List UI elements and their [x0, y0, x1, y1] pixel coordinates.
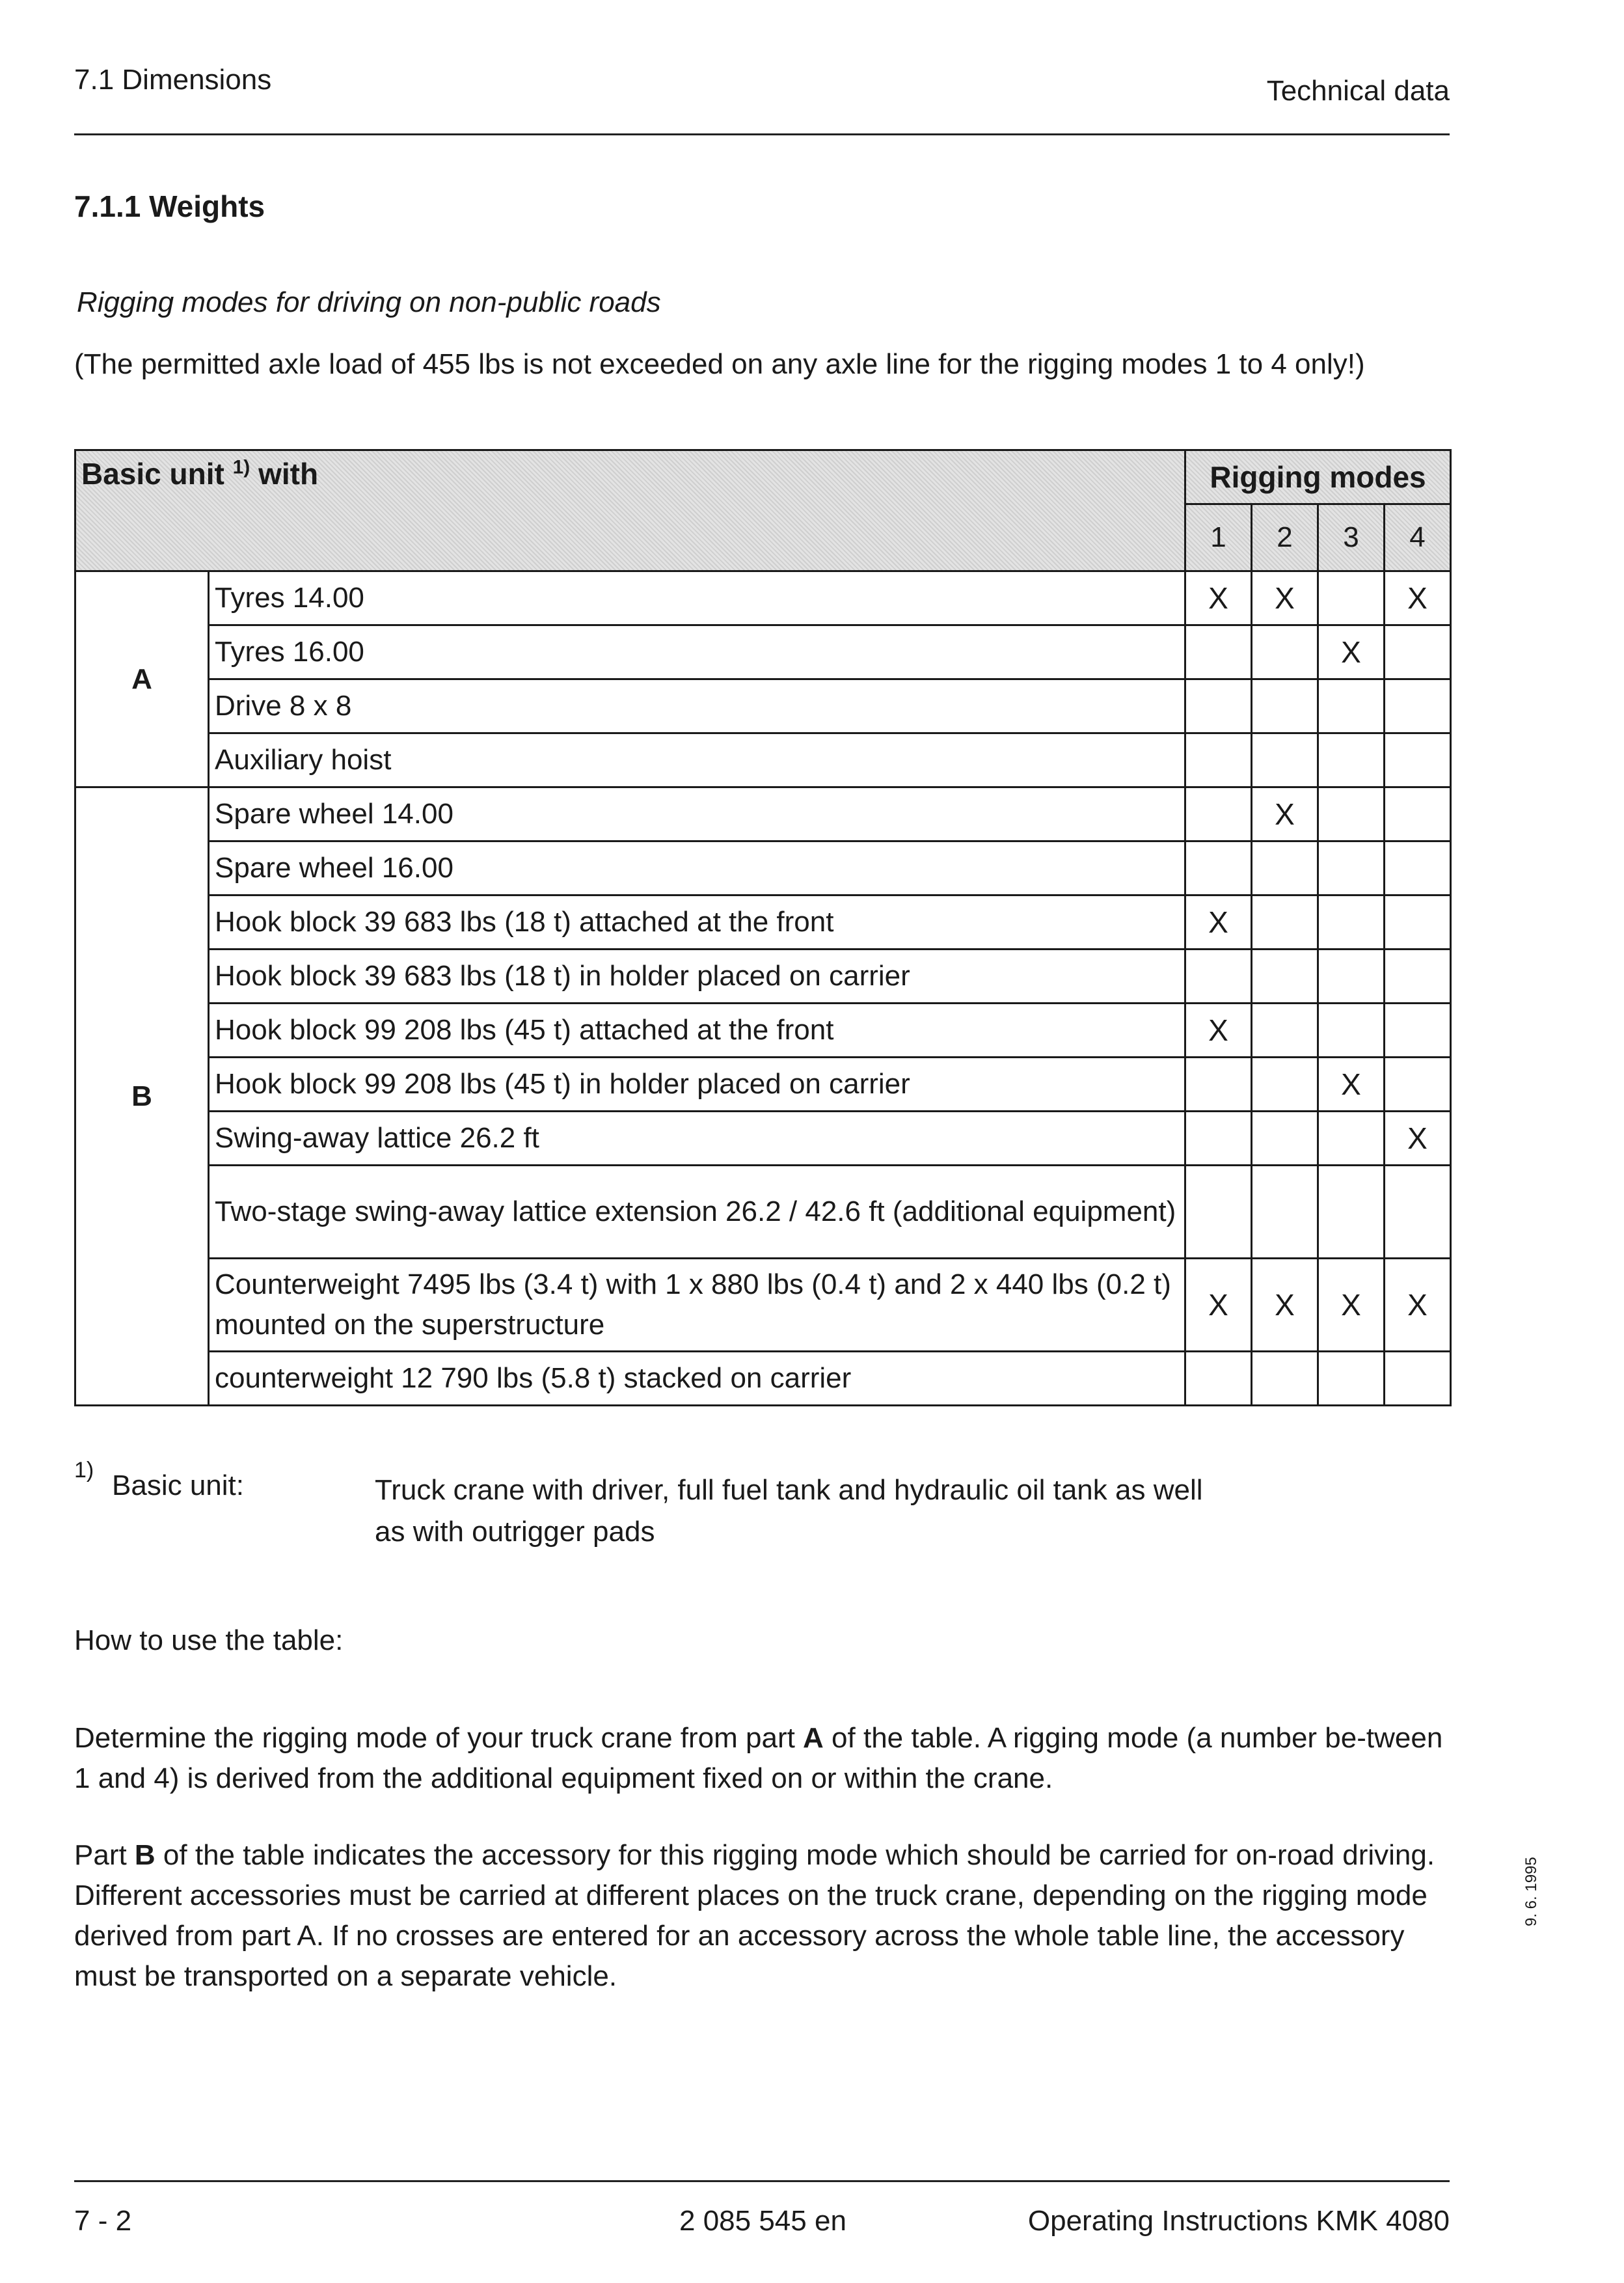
mode-mark-4: X: [1385, 1259, 1451, 1352]
section-title: 7.1.1 Weights: [74, 189, 265, 223]
mode-mark-2: [1252, 1004, 1318, 1058]
mode-mark-1: [1185, 1112, 1252, 1166]
mode-mark-2: [1252, 1166, 1318, 1259]
mode-mark-2: [1252, 733, 1318, 787]
table-row: [75, 787, 1451, 841]
axle-load-note: (The permitted axle load of 455 lbs is not exceeded on any axle line for the rigging modes 1 to 4 only!): [74, 348, 1365, 380]
mode-mark-3: X: [1318, 625, 1385, 679]
mode-mark-1: [1185, 950, 1252, 1004]
table-row: [75, 895, 1451, 950]
mode-mark-1: [1185, 1352, 1252, 1406]
mode-mark-2: X: [1252, 1259, 1318, 1352]
mode-mark-3: [1318, 571, 1385, 625]
table-row: [75, 679, 1451, 733]
mode-mark-4: [1385, 1004, 1451, 1058]
mode-mark-4: [1385, 625, 1451, 679]
row-item: Two-stage swing-away lattice extension 26.2 / 42.6 ft (additional equipment): [209, 1166, 1185, 1259]
mode-mark-1: [1185, 787, 1252, 841]
mode-mark-1: X: [1185, 895, 1252, 950]
row-item: Counterweight 7495 lbs (3.4 t) with 1 x 880 lbs (0.4 t) and 2 x 440 lbs (0.2 t) mounted on the superstructure: [209, 1259, 1185, 1352]
mode-mark-4: [1385, 733, 1451, 787]
side-date-stamp: 9. 6. 1995: [1522, 1857, 1540, 1926]
row-item: Drive 8 x 8: [209, 679, 1185, 733]
mode-mark-1: X: [1185, 1004, 1252, 1058]
para1-bold: A: [803, 1722, 824, 1754]
mode-mark-2: [1252, 950, 1318, 1004]
footer-title: Operating Instructions KMK 4080: [1027, 2205, 1450, 2237]
mode-mark-3: X: [1318, 1058, 1385, 1112]
footnote-label: Basic unit:: [112, 1470, 244, 1501]
para1-text-end: of the table. A rigging mode (a number be-tween 1 and 4) is derived from the additional equipment fixed on or within the crane.: [74, 1722, 1443, 1794]
table-row: [75, 625, 1451, 679]
row-item: counterweight 12 790 lbs (5.8 t) stacked on carrier: [209, 1352, 1185, 1406]
table-row: [75, 841, 1451, 895]
how-to-heading: How to use the table:: [74, 1624, 344, 1656]
mode-mark-1: [1185, 625, 1252, 679]
mode-mark-3: [1318, 679, 1385, 733]
mode-mark-2: [1252, 625, 1318, 679]
mode-mark-3: [1318, 733, 1385, 787]
mode-number-2: 2: [1252, 504, 1318, 571]
paragraph-part-b: [74, 1835, 1447, 1997]
mode-mark-2: X: [1252, 571, 1318, 625]
table-row: [75, 1004, 1451, 1058]
table-row: [75, 1112, 1451, 1166]
basic-unit-header: [75, 450, 1185, 571]
row-item: Hook block 39 683 lbs (18 t) in holder placed on carrier: [209, 950, 1185, 1004]
header-chapter: Technical data: [1266, 75, 1450, 107]
mode-mark-4: [1385, 1166, 1451, 1259]
row-item: Auxiliary hoist: [209, 733, 1185, 787]
mode-mark-1: [1185, 733, 1252, 787]
table-row: [75, 1259, 1451, 1352]
footer-doc-number: 2 085 545 en: [679, 2205, 846, 2237]
row-item: Spare wheel 14.00: [209, 787, 1185, 841]
mode-mark-1: X: [1185, 1259, 1252, 1352]
footer-page-number: 7 - 2: [74, 2205, 132, 2237]
mode-number-1: 1: [1185, 504, 1252, 571]
footnote-mark: 1): [74, 1458, 94, 1483]
row-item: Spare wheel 16.00: [209, 841, 1185, 895]
header-divider: [74, 133, 1450, 135]
row-item: Hook block 99 208 lbs (45 t) in holder placed on carrier: [209, 1058, 1185, 1112]
mode-mark-1: [1185, 1058, 1252, 1112]
para1-text-start: Determine the rigging mode of your truck crane from part: [74, 1722, 804, 1754]
mode-number-3: 3: [1318, 504, 1385, 571]
paragraph-part-a: [74, 1718, 1447, 1799]
mode-mark-3: [1318, 1004, 1385, 1058]
mode-mark-2: [1252, 1352, 1318, 1406]
mode-mark-3: [1318, 895, 1385, 950]
mode-mark-4: [1385, 1058, 1451, 1112]
mode-mark-3: [1318, 1166, 1385, 1259]
subtitle: Rigging modes for driving on non-public roads: [77, 286, 661, 318]
mode-mark-4: [1385, 1352, 1451, 1406]
table-row: [75, 733, 1451, 787]
rigging-modes-header: Rigging modes: [1185, 450, 1451, 504]
mode-mark-2: [1252, 1058, 1318, 1112]
mode-mark-4: [1385, 679, 1451, 733]
mode-mark-2: [1252, 895, 1318, 950]
row-item: Hook block 39 683 lbs (18 t) attached at the front: [209, 895, 1185, 950]
basic-unit-label: Basic unit: [81, 457, 224, 491]
mode-mark-3: X: [1318, 1259, 1385, 1352]
mode-mark-2: [1252, 1112, 1318, 1166]
mode-mark-2: X: [1252, 787, 1318, 841]
mode-number-4: 4: [1385, 504, 1451, 571]
group-label: A: [75, 571, 209, 787]
mode-mark-4: [1385, 841, 1451, 895]
footer-divider: [74, 2180, 1450, 2182]
mode-mark-1: [1185, 841, 1252, 895]
mode-mark-4: X: [1385, 571, 1451, 625]
mode-mark-4: [1385, 895, 1451, 950]
mode-mark-3: [1318, 1112, 1385, 1166]
table-row: [75, 1058, 1451, 1112]
mode-mark-4: X: [1385, 1112, 1451, 1166]
table-row: [75, 1352, 1451, 1406]
footnote-text: Truck crane with driver, full fuel tank and hydraulic oil tank as well as with outrigger pads: [375, 1474, 1203, 1548]
mode-mark-3: [1318, 787, 1385, 841]
rigging-modes-table: [74, 449, 1452, 1406]
footnote-ref: 1): [232, 456, 250, 478]
mode-mark-1: [1185, 679, 1252, 733]
table-row: [75, 950, 1451, 1004]
para2-text-end: of the table indicates the accessory for this rigging mode which should be carried for on-road driving. Different accessories must be carried at different places on the truck crane, depending on the rigging mode derived from part A. If no crosses are entered for an accessory across the whole table line, the accessory must be transported on a separate vehicle.: [74, 1839, 1435, 1992]
para2-text-start: Part: [74, 1839, 135, 1871]
row-item: Tyres 16.00: [209, 625, 1185, 679]
row-item: Tyres 14.00: [209, 571, 1185, 625]
row-item: Swing-away lattice 26.2 ft: [209, 1112, 1185, 1166]
mode-mark-2: [1252, 841, 1318, 895]
header-section: 7.1 Dimensions: [74, 64, 272, 96]
table-row: [75, 1166, 1451, 1259]
group-label: B: [75, 787, 209, 1406]
mode-mark-2: [1252, 679, 1318, 733]
mode-mark-3: [1318, 950, 1385, 1004]
basic-unit-with: with: [258, 457, 319, 491]
mode-mark-4: [1385, 950, 1451, 1004]
mode-mark-3: [1318, 841, 1385, 895]
mode-mark-3: [1318, 1352, 1385, 1406]
mode-mark-4: [1385, 787, 1451, 841]
row-item: Hook block 99 208 lbs (45 t) attached at the front: [209, 1004, 1185, 1058]
para2-bold: B: [134, 1839, 156, 1871]
mode-mark-1: X: [1185, 571, 1252, 625]
mode-mark-1: [1185, 1166, 1252, 1259]
table-row: [75, 571, 1451, 625]
